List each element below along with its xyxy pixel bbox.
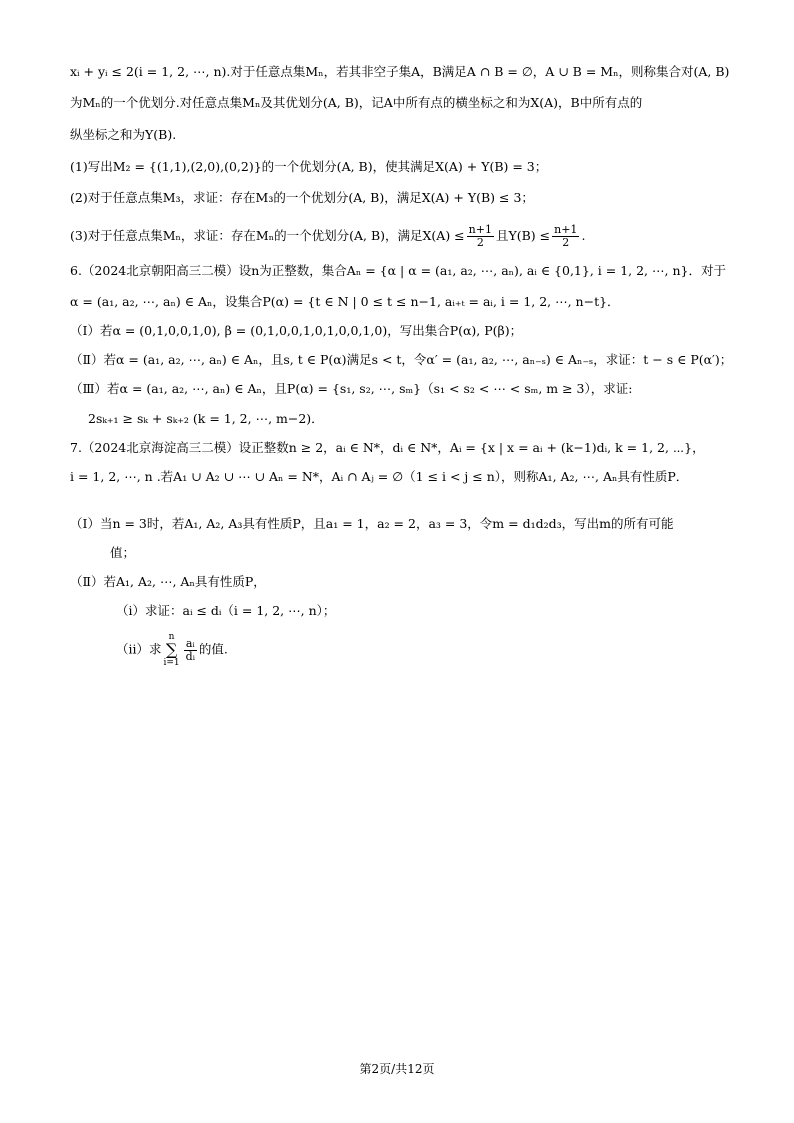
fraction bbox=[467, 224, 494, 249]
summation bbox=[164, 632, 180, 668]
fraction-numerator: aᵢ bbox=[184, 638, 197, 651]
problem-7-part-2: （Ⅱ）若A₁, A₂, ⋯, Aₙ具有性质P， bbox=[70, 574, 266, 589]
fraction bbox=[552, 224, 579, 249]
problem-7-heading: 7.（2024北京海淀高三二模）设正整数n ≥ 2，aᵢ ∈ N*，dᵢ ∈ N*，Aᵢ = {x | x = aᵢ + (k−1)dᵢ, k = 1, 2, ⋯}， bbox=[70, 440, 705, 455]
text-segment: . bbox=[581, 228, 586, 243]
text-line: 纵坐标之和为Y(B). bbox=[70, 127, 177, 142]
problem-6-part-2: （Ⅱ）若α = (a₁, a₂, ⋯, aₙ) ∈ Aₙ，且s, t ∈ P(α)满足s < t，令α′ = (a₁, a₂, ⋯, aₙ₋ₛ) ∈ Aₙ₋ₛ，求证：t − s ∈ P(α′)； bbox=[70, 352, 733, 367]
fraction-denominator: dᵢ bbox=[185, 649, 195, 663]
text-line: 值； bbox=[110, 545, 136, 560]
text-segment: （ⅱ）求 bbox=[116, 641, 162, 657]
text-segment: (3)对于任意点集Mₙ，求证：存在Mₙ的一个优划分(A, B)，满足X(A) ≤ bbox=[70, 228, 465, 243]
question-1: (1)写出M₂ = {(1,1),(2,0),(0,2)}的一个优划分(A, B)，使其满足X(A) + Y(B) = 3； bbox=[70, 159, 548, 174]
fraction-numerator: n+1 bbox=[468, 223, 492, 236]
text-line: xᵢ + yᵢ ≤ 2(i = 1, 2, ⋯, n).对于任意点集Mₙ，若其非空子集A，B满足A ∩ B = ∅，A ∪ B = Mₙ，则称集合对(A, B) bbox=[70, 64, 730, 79]
sum-lower-limit: i=1 bbox=[163, 658, 180, 668]
text-line: α = (a₁, a₂, ⋯, aₙ) ∈ Aₙ，设集合P(α) = {t ∈ N | 0 ≤ t ≤ n−1, aᵢ₊ₜ = aᵢ, i = 1, 2, ⋯, n−t}． bbox=[70, 294, 620, 309]
page-footer: 第2页/共12页 bbox=[359, 1062, 435, 1076]
text-line: i = 1, 2, ⋯, n .若A₁ ∪ A₂ ∪ ⋯ ∪ Aₙ = N*，Aᵢ ∩ Aⱼ = ∅（1 ≤ i < j ≤ n），则称A₁, A₂, ⋯, Aₙ具有性质P． bbox=[70, 469, 689, 484]
question-3 bbox=[70, 224, 585, 249]
text-segment: 的值. bbox=[198, 641, 228, 657]
problem-7-sub-2 bbox=[116, 632, 228, 668]
text-segment: 且Y(B) ≤ bbox=[495, 228, 551, 243]
problem-7-part-1: （Ⅰ）当n = 3时，若A₁, A₂, A₃具有性质P，且a₁ = 1，a₂ = 2，a₃ = 3，令m = d₁d₂d₃，写出m的所有可能 bbox=[70, 516, 674, 531]
problem-7-sub-1: （ⅰ）求证：aᵢ ≤ dᵢ（i = 1, 2, ⋯, n）； bbox=[116, 603, 336, 618]
problem-6-part-3: （Ⅲ）若α = (a₁, a₂, ⋯, aₙ) ∈ Aₙ，且P(α) = {s₁, s₂, ⋯, sₘ}（s₁ < s₂ < ⋯ < sₘ, m ≥ 3），求证: bbox=[70, 381, 633, 396]
text-line: 2sₖ₊₁ ≥ sₖ + sₖ₊₂ (k = 1, 2, ⋯, m−2)． bbox=[88, 411, 324, 426]
question-2: (2)对于任意点集M₃，求证：存在M₃的一个优划分(A, B)，满足X(A) + Y(B) ≤ 3； bbox=[70, 190, 534, 205]
fraction-denominator: 2 bbox=[562, 236, 570, 249]
fraction bbox=[184, 638, 197, 663]
text-line: 为Mₙ的一个优划分.对任意点集Mₙ及其优划分(A, B)，记A中所有点的横坐标之和为X(A)，B中所有点的 bbox=[70, 95, 643, 110]
problem-6-heading: 6.（2024北京朝阳高三二模）设n为正整数，集合Aₙ = {α | α = (a₁, a₂, ⋯, aₙ), aᵢ ∈ {0,1}, i = 1, 2, ⋯, n}．对于 bbox=[70, 263, 726, 278]
problem-6-part-1: （Ⅰ）若α = (0,1,0,0,1,0), β = (0,1,0,0,1,0,1,0,0,1,0)，写出集合P(α), P(β)； bbox=[70, 323, 523, 338]
fraction-denominator: 2 bbox=[476, 236, 484, 249]
fraction-numerator: n+1 bbox=[554, 223, 578, 236]
sum-sign: ∑ bbox=[165, 640, 178, 659]
sum-upper-limit: n bbox=[168, 632, 175, 642]
